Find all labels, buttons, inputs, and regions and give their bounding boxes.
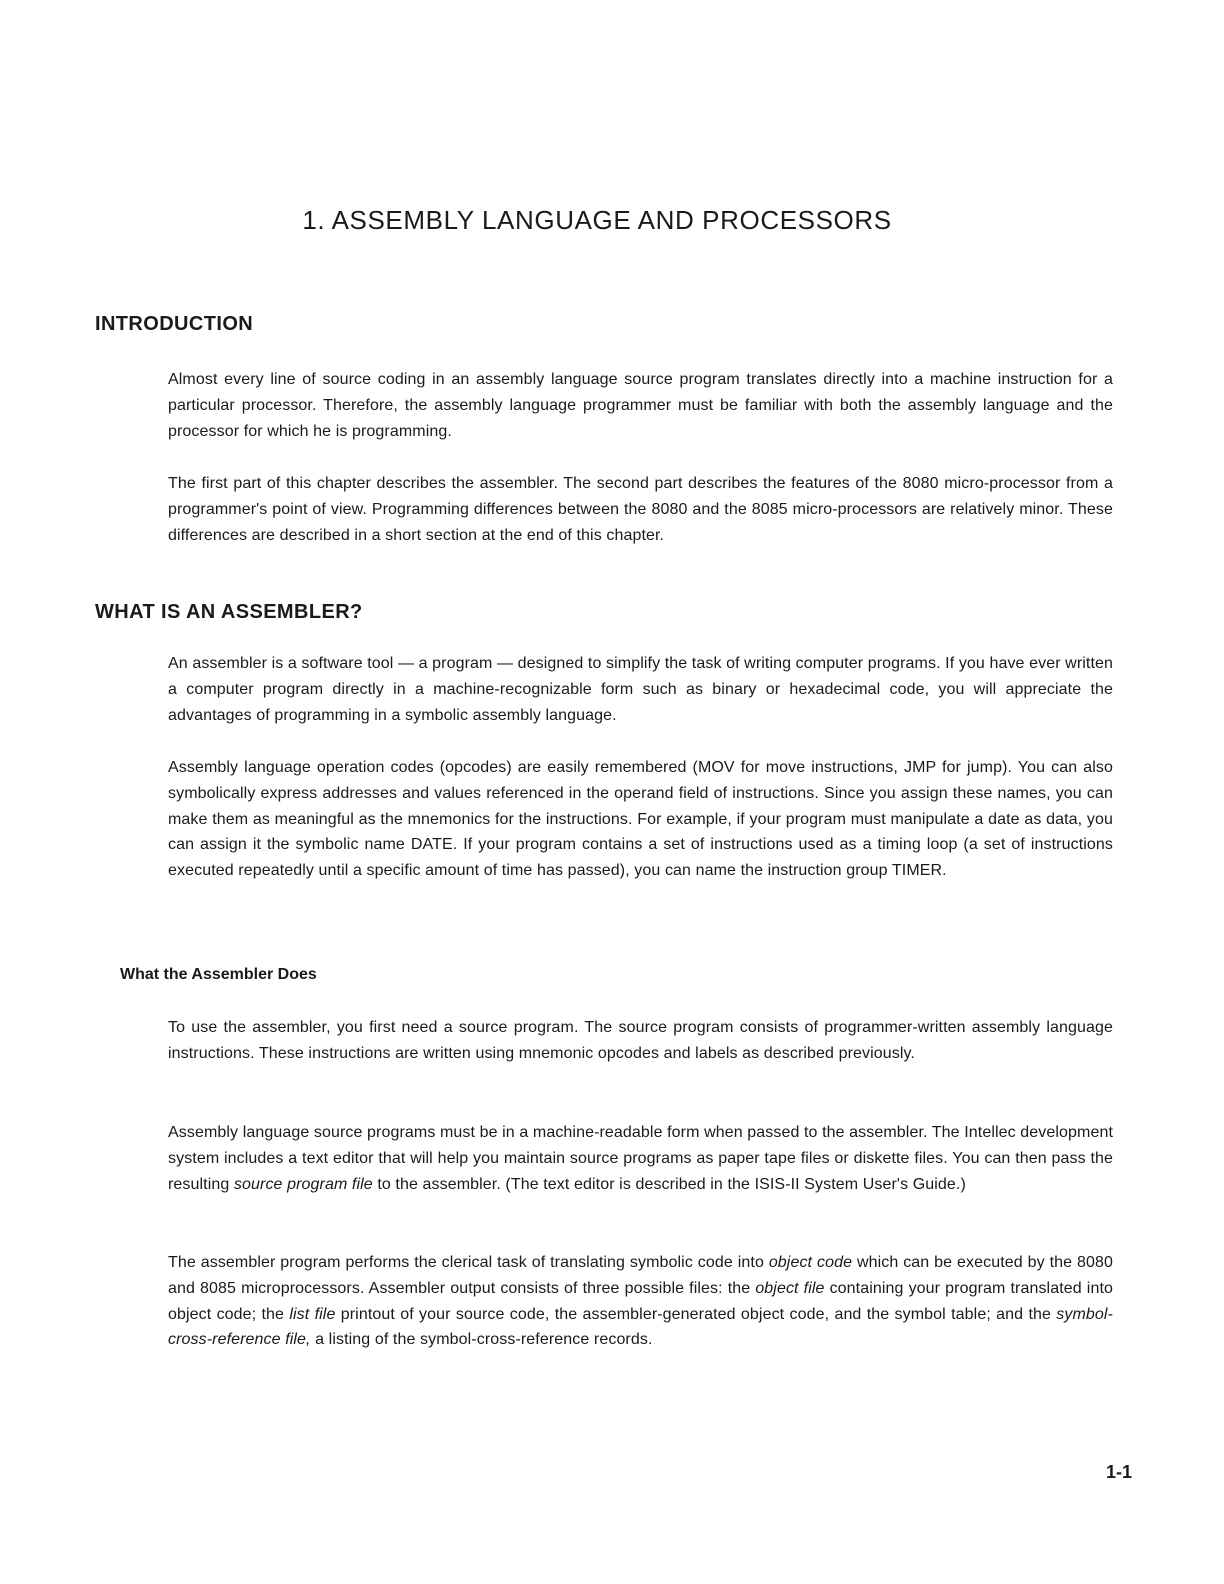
assembler-paragraph-1: An assembler is a software tool — a program — designed to simplify the task of writing computer programs. If you have ever written a computer program directly in a machine-recognizable form such as binary or hexadecimal code, you will appreciate the advantages of programming in a symbolic assembly language.: [168, 655, 1113, 724]
page-number: 1-1: [1105, 1462, 1132, 1482]
does-paragraph-1: To use the assembler, you first need a source program. The source program consists of programmer-written assembly language instructions. These instructions are written using mnemonic opcodes and labels as described previously.: [168, 1019, 1113, 1062]
does-paragraph-2: [168, 1120, 1113, 1197]
does-p3-text-a: The assembler program performs the clerical task of translating symbolic code into: [168, 1254, 769, 1271]
term-list-file: list file: [289, 1305, 336, 1323]
heading-what-the-assembler-does: What the Assembler Does: [120, 966, 317, 983]
chapter-title: 1. ASSEMBLY LANGUAGE AND PROCESSORS: [302, 205, 892, 235]
does-p2-text-b: to the assembler. (The text editor is described in the ISIS-II System User's Guide.): [372, 1175, 966, 1193]
does-p3-text-e: a listing of the symbol-cross-reference records.: [310, 1331, 653, 1349]
heading-what-is-an-assembler: WHAT IS AN ASSEMBLER?: [95, 601, 363, 623]
does-p3-text-b: which can be executed by the 8080 and 8085 microprocessors. Assembler output consists of three possible files: the: [168, 1254, 1113, 1297]
term-object-file: object file: [755, 1279, 825, 1297]
intro-paragraph-1: Almost every line of source coding in an assembly language source program translates directly into a machine instruction for a particular processor. Therefore, the assembly language programmer must be familiar with both the assembly language and the processor for which he is programming.: [168, 371, 1113, 440]
does-p3-text-d: printout of your source code, the assembler-generated object code, and the symbol table; and the: [335, 1305, 1057, 1323]
does-p3-text-c: containing your program translated into object code; the: [168, 1279, 1113, 1323]
term-symbol-cross-reference-file: symbol-cross-reference file,: [168, 1305, 1113, 1349]
does-paragraph-3: [168, 1250, 1113, 1353]
heading-introduction: INTRODUCTION: [95, 313, 254, 335]
intro-paragraph-2: The first part of this chapter describes the assembler. The second part describes the features of the 8080 micro-processor from a programmer's point of view. Programming differences between the 8080 and the 8085 micro-processors are relatively minor. These differences are described in a short section at the end of this chapter.: [168, 475, 1113, 544]
assembler-paragraph-2: Assembly language operation codes (opcodes) are easily remembered (MOV for move instructions, JMP for jump). You can also symbolically express addresses and values referenced in the operand field of instructions. Since you assign these names, you can make them as meaningful as the mnemonics for the instructions. For example, if your program must manipulate a date as data, you can assign it the symbolic name DATE. If your program contains a set of instructions used as a timing loop (a set of instructions executed repeatedly until a specific amount of time has passed), you can name the instruction group TIMER.: [168, 759, 1113, 880]
does-p2-text-a: Assembly language source programs must be in a machine-readable form when passed to the assembler. The Intellec development system includes a text editor that will help you maintain source programs as paper tape files or diskette files. You can then pass the resulting: [168, 1124, 1113, 1193]
term-source-program-file: source program file: [233, 1175, 373, 1193]
term-object-code: object code: [768, 1254, 853, 1271]
